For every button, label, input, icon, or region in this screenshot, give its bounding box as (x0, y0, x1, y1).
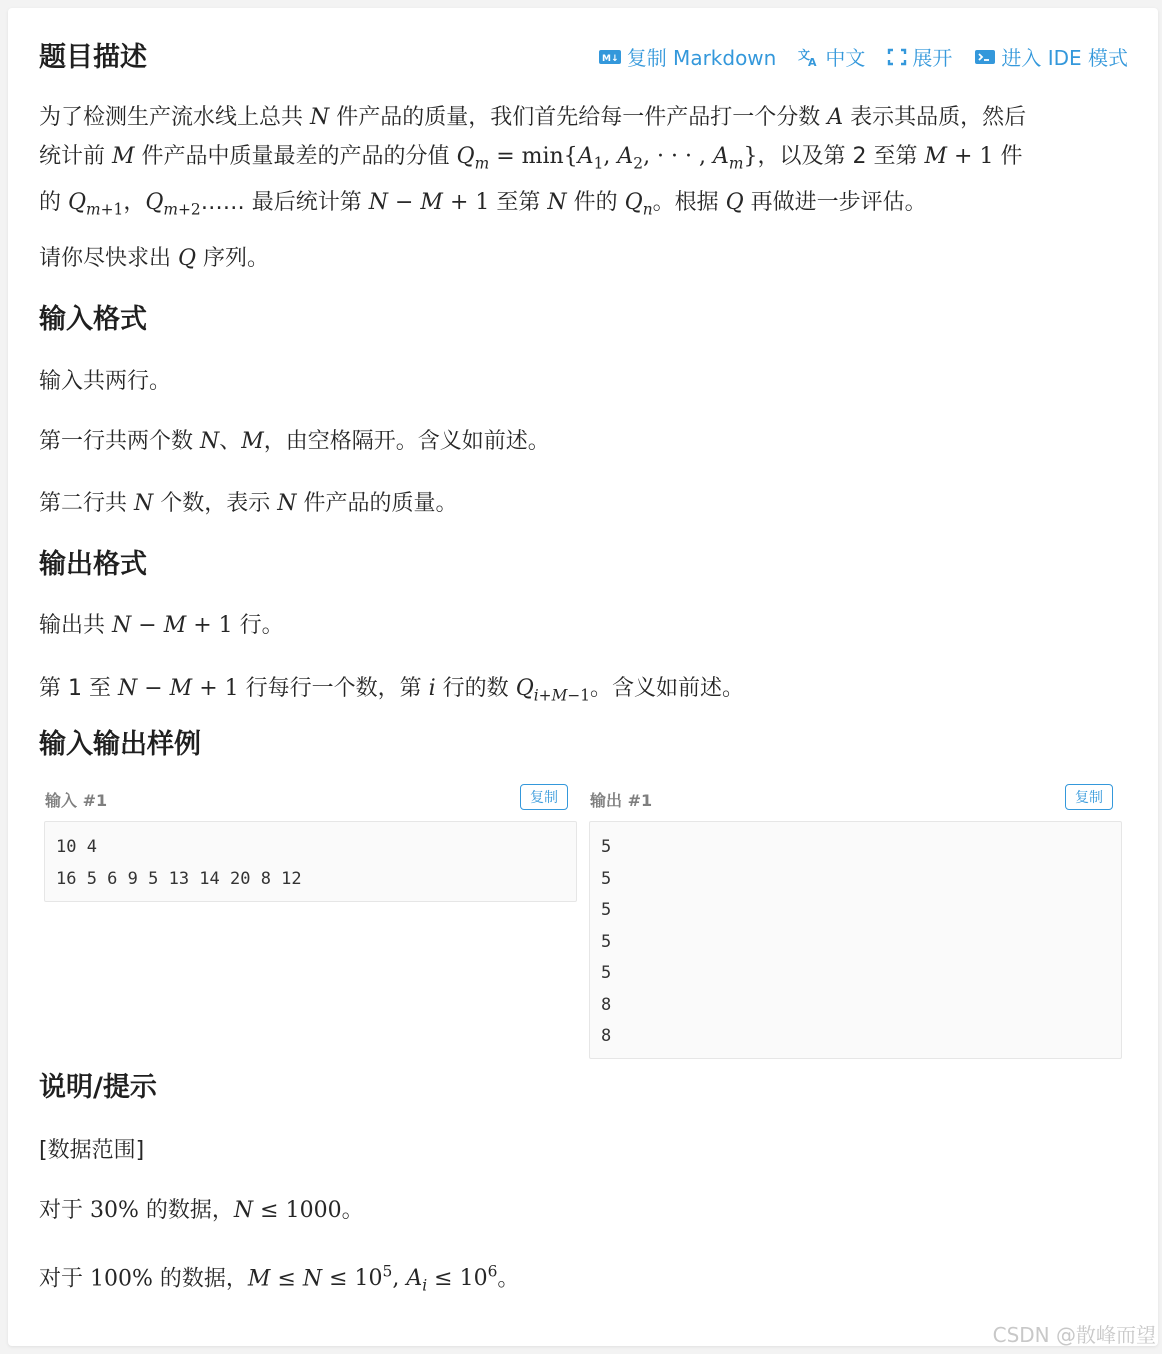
sample-output-line: 5 (601, 931, 612, 952)
sample-output-line: 8 (601, 1026, 612, 1046)
hint-p2: 对于 100% 的数据，$M \le N \le 10^5$, $A_i \le 10^6$。 (39, 1263, 520, 1295)
svg-text:A: A (808, 55, 817, 67)
sample-output-box[interactable] (589, 821, 1122, 1059)
section-title-hint: 说明/提示 (39, 1072, 157, 1103)
section-title-samples: 输入输出样例 (39, 729, 201, 760)
toolbar (598, 42, 1128, 71)
input-format-p2: 第一行共两个数 N、M，由空格隔开。含义如前述。 (39, 429, 550, 454)
output-format-p1: 输出共 N − M + 1 行。 (39, 613, 284, 638)
sample-output-line: 5 (601, 837, 612, 857)
hint-p1: 对于 30% 的数据，N ≤ 1000。 (39, 1198, 364, 1223)
copy-markdown-label: 复制 Markdown (626, 46, 777, 70)
problem-card (8, 8, 1158, 1346)
translate-icon (798, 47, 820, 67)
sample-input-label: 输入 #1 (45, 791, 108, 810)
ide-mode-label: 进入 IDE 模式 (1001, 46, 1128, 70)
markdown-icon (598, 48, 622, 66)
watermark: CSDN @散峰而望 (992, 1323, 1156, 1347)
svg-text:文: 文 (798, 47, 811, 62)
hint-range-label: [数据范围] (39, 1138, 145, 1163)
sample-input-line: 16 5 6 9 5 13 14 20 8 12 (56, 868, 302, 889)
section-title-description: 题目描述 (39, 42, 147, 73)
expand-label: 展开 (912, 46, 953, 70)
copy-output-button[interactable]: 复制 (1065, 784, 1113, 810)
language-button[interactable] (798, 42, 865, 71)
input-format-p3: 第二行共 N 个数，表示 N 件产品的质量。 (39, 491, 458, 516)
svg-text:M↓: M↓ (601, 53, 619, 64)
sample-input-box[interactable] (44, 821, 577, 902)
copy-input-button[interactable]: 复制 (520, 784, 568, 810)
ide-mode-button[interactable] (974, 42, 1128, 71)
output-format-p2: 第 1 至 N − M + 1 行每行一个数，第 i 行的数 $Q_{i+M-1}$。含义如前述。 (39, 676, 745, 705)
section-title-output-format: 输出格式 (39, 549, 147, 580)
input-format-p1: 输入共两行。 (39, 369, 172, 394)
sample-output-line: 8 (601, 994, 612, 1015)
sample-output-label: 输出 #1 (590, 791, 653, 810)
terminal-icon (974, 48, 996, 66)
sample-output-line: 5 (601, 963, 612, 983)
sample-output-line: 5 (601, 868, 612, 889)
expand-button[interactable] (887, 42, 952, 71)
request-paragraph: 请你尽快求出 Q 序列。 (39, 246, 270, 271)
sample-input-line: 10 4 (56, 837, 97, 857)
sample-output-line: 5 (601, 900, 612, 920)
copy-markdown-button[interactable] (598, 42, 777, 71)
expand-icon (887, 48, 907, 66)
language-label: 中文 (825, 46, 866, 70)
section-title-input-format: 输入格式 (39, 304, 147, 335)
description-paragraph: 为了检测生产流水线上总共 N 件产品的质量，我们首先给每一件产品打一个分数 A 表示其品质，然后 统计前 M 件产品中质量最差的产品的分值 $Q_m = \min\{A_1$, $A_2$, · · · , $A_m$}，以及第 2 至第 M + 1 件 的 $Q_{m+1}$，$Q_{m+2}\dots\dots$ 最后统计第 N − M + 1 至第 N 件的 $Q_n$。根据 Q 再做进一步评估。 (39, 105, 1027, 219)
